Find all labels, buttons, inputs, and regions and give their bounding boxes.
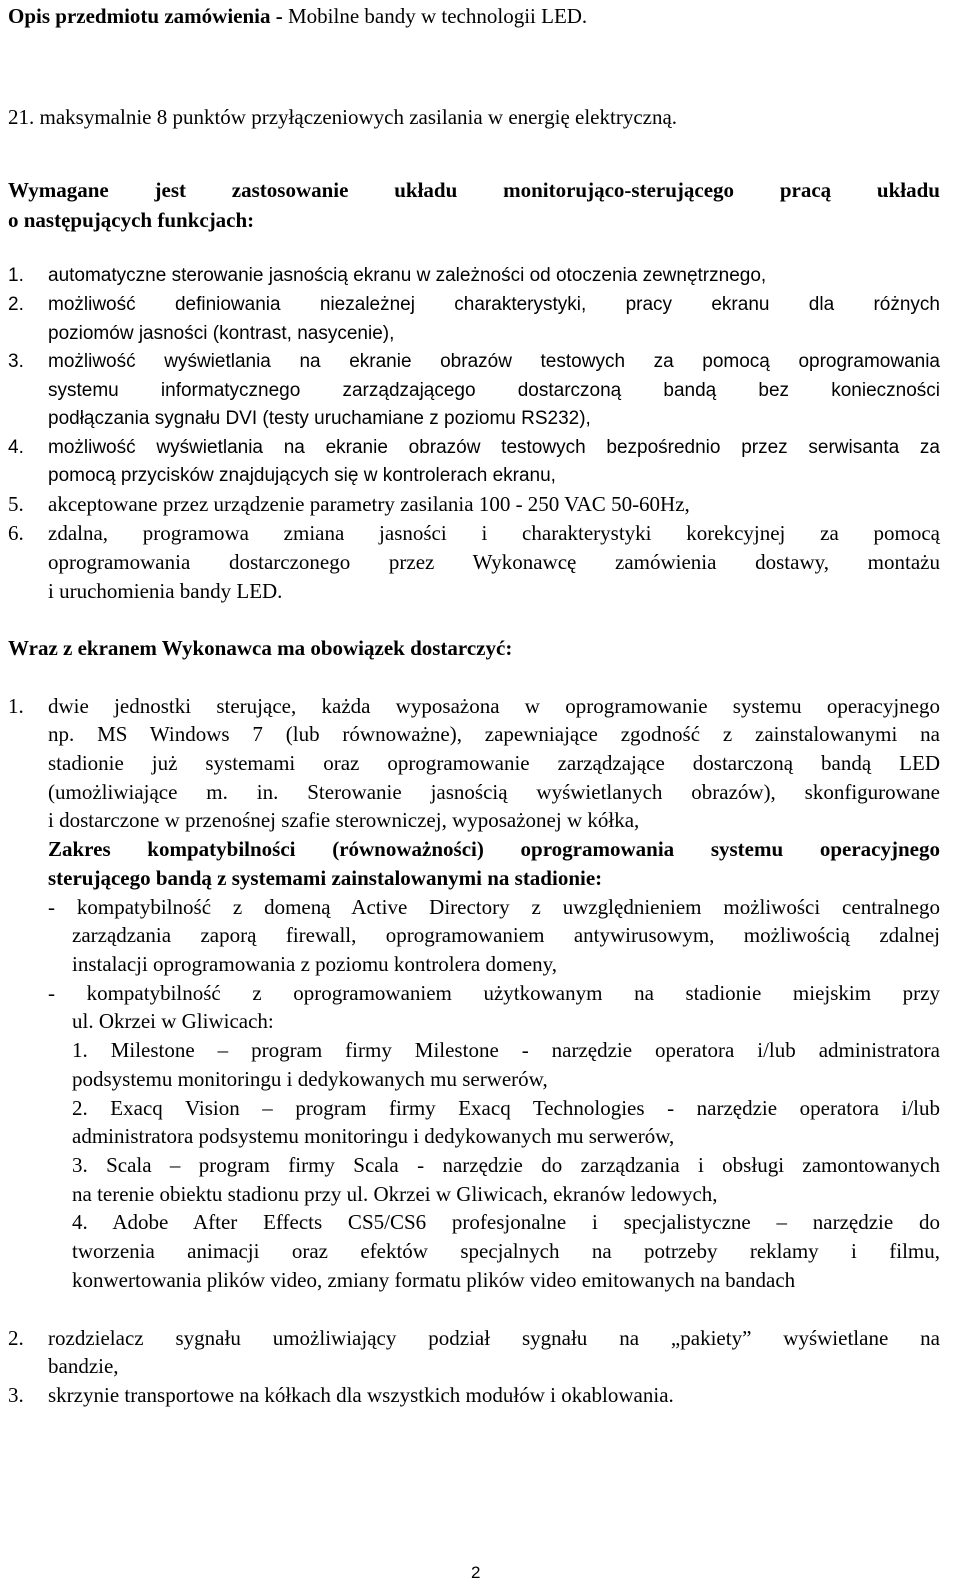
- compat-dash-item: - kompatybilność z domeną Active Directory z uwzględnieniem możliwości centralnego: [48, 895, 940, 919]
- list-item-text: akceptowane przez urządzenie parametry zasilania 100 - 250 VAC 50-60Hz,: [48, 492, 690, 516]
- section2-heading: Wraz z ekranem Wykonawca ma obowiązek dostarczyć:: [8, 636, 513, 660]
- list-item-number: 1.: [8, 694, 24, 718]
- list-item-text: i dostarczone w przenośnej szafie sterowniczej, wyposażonej w kółka,: [48, 808, 640, 832]
- intro-item: 21. maksymalnie 8 punktów przyłączeniowych zasilania w energię elektryczną.: [8, 105, 678, 129]
- compatibility-heading-line1: Zakres kompatybilności (równoważności) oprogramowania systemu operacyjnego: [48, 837, 940, 861]
- list-item-text: poziomów jasności (kontrast, nasycenie),: [48, 323, 395, 344]
- list-item-text: (umożliwiające m. in. Sterowanie jasnością wyświetlanych obrazów), skonfigurowane: [48, 780, 940, 804]
- list-item-number: 4.: [8, 437, 24, 458]
- list-item-text: systemu informatycznego zarządzającego dostarczoną bandą bez konieczności: [48, 380, 940, 401]
- software-subitem: 1. Milestone – program firmy Milestone - narzędzie operatora i/lub administratora: [72, 1038, 940, 1062]
- section1-heading-line2: o następujących funkcjach:: [8, 208, 255, 232]
- list-item-text: np. MS Windows 7 (lub równoważne), zapewniające zgodność z zainstalowanymi na: [48, 722, 940, 746]
- list-item-text: podłączania sygnału DVI (testy uruchamiane z poziomu RS232),: [48, 408, 591, 429]
- software-subitem: 2. Exacq Vision – program firmy Exacq Technologies - narzędzie operatora i/lub: [72, 1096, 940, 1120]
- list-item-number: 2.: [8, 294, 24, 315]
- list-item-number: 3.: [8, 351, 24, 372]
- list-item-text: zdalna, programowa zmiana jasności i charakterystyki korekcyjnej za pomocą: [48, 521, 940, 545]
- list-item-number: 5.: [8, 492, 24, 516]
- software-subitem: podsystemu monitoringu i dedykowanych mu serwerów,: [72, 1067, 548, 1091]
- list-item-number: 1.: [8, 265, 24, 286]
- list-item-text: oprogramowania dostarczonego przez Wykonawcę zamówienia dostawy, montażu: [48, 550, 940, 574]
- compat-dash-item: instalacji oprogramowania z poziomu kontrolera domeny,: [72, 952, 557, 976]
- list-item-text: możliwość wyświetlania na ekranie obrazów testowych za pomocą oprogramowania: [48, 351, 940, 372]
- software-subitem: na terenie obiektu stadionu przy ul. Okrzei w Gliwicach, ekranów ledowych,: [72, 1182, 718, 1206]
- list-item-number: 6.: [8, 521, 24, 545]
- list-item-text: pomocą przycisków znajdujących się w kontrolerach ekranu,: [48, 465, 556, 486]
- compat-dash-item: - kompatybilność z oprogramowaniem użytkowanym na stadionie miejskim przy: [48, 981, 940, 1005]
- list-item-text: bandzie,: [48, 1354, 119, 1378]
- software-subitem: tworzenia animacji oraz efektów specjalnych na potrzeby reklamy i filmu,: [72, 1239, 940, 1263]
- list-item-text: możliwość wyświetlania na ekranie obrazów testowych bezpośrednio przez serwisanta za: [48, 437, 940, 458]
- compatibility-heading-line2: sterującego bandą z systemami zainstalowanymi na stadionie:: [48, 866, 603, 890]
- list-item-text: rozdzielacz sygnału umożliwiający podział sygnału na „pakiety” wyświetlane na: [48, 1326, 940, 1350]
- list-item-number: 3.: [8, 1383, 24, 1407]
- compat-dash-item: ul. Okrzei w Gliwicach:: [72, 1009, 274, 1033]
- list-item-text: skrzynie transportowe na kółkach dla wszystkich modułów i okablowania.: [48, 1383, 674, 1407]
- software-subitem: 3. Scala – program firmy Scala - narzędzie do zarządzania i obsługi zamontowanych: [72, 1153, 940, 1177]
- page-title: Opis przedmiotu zamówienia - Mobilne bandy w technologii LED.: [8, 4, 588, 28]
- compat-dash-item: zarządzania zaporą firewall, oprogramowaniem antywirusowym, możliwością zdalnej: [72, 923, 940, 947]
- list-item-text: automatyczne sterowanie jasnością ekranu w zależności od otoczenia zewnętrznego,: [48, 265, 767, 286]
- software-subitem: administratora podsystemu monitoringu i dedykowanych mu serwerów,: [72, 1124, 675, 1148]
- software-subitem: konwertowania plików video, zmiany formatu plików video emitowanych na bandach: [72, 1268, 796, 1292]
- section1-heading-line1: Wymagane jest zastosowanie układu monitorująco-sterującego pracą układu: [8, 178, 940, 202]
- list-item-number: 2.: [8, 1326, 24, 1350]
- list-item-text: stadionie już systemami oraz oprogramowanie zarządzające dostarczoną bandą LED: [48, 751, 940, 775]
- list-item-text: i uruchomienia bandy LED.: [48, 579, 283, 603]
- list-item-text: możliwość definiowania niezależnej charakterystyki, pracy ekranu dla różnych: [48, 294, 940, 315]
- page-number: 2: [471, 1563, 481, 1582]
- software-subitem: 4. Adobe After Effects CS5/CS6 profesjonalne i specjalistyczne – narzędzie do: [72, 1210, 940, 1234]
- list-item-text: dwie jednostki sterujące, każda wyposażona w oprogramowanie systemu operacyjnego: [48, 694, 940, 718]
